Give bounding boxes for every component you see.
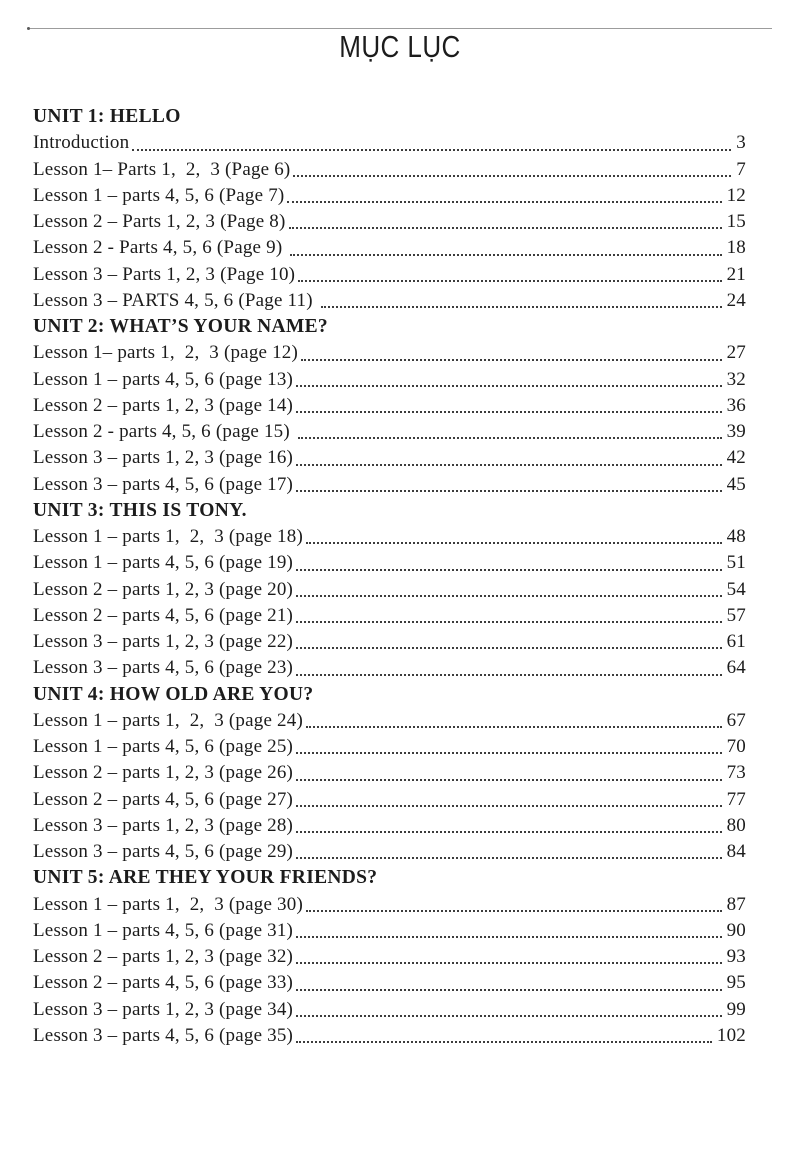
page-number: 12 [726,184,746,206]
toc-entry [33,1023,746,1049]
toc-entry [33,813,746,839]
page-number: 18 [726,237,746,259]
dot-leader [293,603,727,629]
toc-entry-label: Lesson 1 – parts 4, 5, 6 (page 19) [33,552,294,574]
page-number: 7 [736,158,746,180]
page-number: 45 [726,473,746,495]
toc-entry-label: Lesson 3 – parts 1, 2, 3 (page 22) [33,631,294,652]
toc-entry [33,655,746,681]
toc-entry-label: Lesson 2 – parts 1, 2, 3 (page 32) [33,946,294,967]
toc-entry [33,183,746,209]
page-number: 61 [726,631,746,652]
toc-entry [33,918,746,944]
toc-entry-label: Lesson 2 – parts 4, 5, 6 (page 21) [33,604,294,626]
toc-entry-label: Lesson 2 - parts 4, 5, 6 (page 15) [33,421,295,442]
dot-leader [293,1023,717,1049]
toc-entry [33,550,746,576]
page-number: 80 [726,814,746,836]
toc-entry-label: Lesson 1 – parts 4, 5, 6 (page 25) [33,736,294,757]
dot-leader [293,944,727,970]
toc-entry-label: Lesson 3 – parts 4, 5, 6 (page 29) [33,841,294,862]
toc-entry-label: Lesson 2 – Parts 1, 2, 3 (Page 8) [33,211,286,232]
dot-leader [293,997,727,1023]
toc-entry [33,944,746,970]
toc-entry-label: Lesson 3 – Parts 1, 2, 3 (Page 10) [33,263,296,285]
dot-leader [293,813,727,839]
toc-entry [33,577,746,603]
dot-leader [290,157,736,183]
dot-leader [293,577,727,603]
page-number: 73 [726,762,746,784]
toc-entry-label: Lesson 1 – parts 1, 2, 3 (page 18) [33,526,303,547]
toc-entry-label: Lesson 1– Parts 1, 2, 3 (Page 6) [33,158,291,180]
toc-entry [33,288,746,314]
dot-leader [293,472,727,498]
toc-entry [33,708,746,734]
page-title: MỤC LỤC [339,29,461,64]
dot-leader [286,209,727,235]
dot-leader [303,524,727,550]
dot-leader [293,445,727,471]
page-number: 95 [726,972,746,994]
dot-leader [284,183,726,209]
dot-leader [293,629,727,655]
page-number: 42 [726,447,746,469]
toc-entry-label: Lesson 3 – parts 4, 5, 6 (page 23) [33,657,294,679]
toc-entry-label: Lesson 2 – parts 4, 5, 6 (page 33) [33,972,294,994]
toc-entry-label: Lesson 2 – parts 1, 2, 3 (page 26) [33,762,294,784]
unit-header: UNIT 1: HELLO [33,106,181,127]
dot-leader [318,288,727,314]
toc-entry-label: Lesson 3 – PARTS 4, 5, 6 (Page 11) [33,289,318,311]
toc-entry-label: Lesson 1 – parts 1, 2, 3 (page 30) [33,893,303,915]
toc-entry [33,340,746,366]
page-number: 15 [726,211,746,232]
toc-entry [33,839,746,865]
toc-entry [33,209,746,235]
toc-entry-label: Lesson 3 – parts 4, 5, 6 (page 35) [33,1024,294,1046]
toc-entry-label: Lesson 3 – parts 1, 2, 3 (page 34) [33,998,294,1020]
dot-leader [293,550,727,576]
dot-leader [293,970,727,996]
page-number: 64 [726,657,746,679]
toc-entry [33,734,746,760]
toc-entry [33,157,746,183]
toc-entry-label: Lesson 2 - Parts 4, 5, 6 (Page 9) [33,237,288,259]
toc-entry [33,445,746,471]
dot-leader [293,393,727,419]
page-number: 36 [726,394,746,416]
dot-leader [293,655,727,681]
toc-entry [33,262,746,288]
toc-entry-label: Lesson 1 – parts 1, 2, 3 (page 24) [33,709,303,731]
toc-entry-label: Introduction [33,132,130,154]
toc-entry [33,760,746,786]
toc-entry [33,892,746,918]
dot-leader [295,419,727,445]
dot-leader [298,340,727,366]
toc-entry [33,235,746,261]
toc-entry [33,419,746,445]
toc-entry [33,524,746,550]
toc-entry-label: Lesson 1 – parts 4, 5, 6 (page 13) [33,368,294,390]
unit-header: UNIT 5: ARE THEY YOUR FRIENDS? [33,867,378,889]
dot-leader [303,892,727,918]
page-number: 70 [726,736,746,757]
toc-entry-label: Lesson 1 – parts 4, 5, 6 (page 31) [33,919,294,941]
toc-entry-label: Lesson 1 – parts 4, 5, 6 (Page 7) [33,184,285,206]
page-number: 51 [726,552,746,574]
page-number: 39 [726,421,746,442]
toc-entry-label: Lesson 2 – parts 1, 2, 3 (page 14) [33,394,294,416]
dot-leader [293,734,727,760]
dot-leader [293,918,727,944]
dot-leader [295,262,726,288]
unit-header: UNIT 4: HOW OLD ARE YOU? [33,683,314,705]
table-of-contents [33,104,746,1049]
dot-leader [293,367,727,393]
page-number: 77 [726,788,746,810]
rule-end-dot [27,27,30,30]
toc-entry [33,367,746,393]
toc-entry [33,629,746,655]
toc-entry [33,393,746,419]
page-number: 102 [716,1024,746,1046]
toc-entry-label: Lesson 3 – parts 1, 2, 3 (page 28) [33,814,294,836]
page-number: 87 [726,893,746,915]
toc-entry [33,787,746,813]
dot-leader [129,130,736,156]
page-number: 3 [736,132,746,154]
toc-entry-label: Lesson 1– parts 1, 2, 3 (page 12) [33,342,299,364]
page-number: 32 [726,368,746,390]
toc-entry [33,970,746,996]
page-number: 57 [726,604,746,626]
toc-entry-label: Lesson 2 – parts 4, 5, 6 (page 27) [33,788,294,810]
unit-header: UNIT 3: THIS IS TONY. [33,499,247,521]
page-number: 93 [726,946,746,967]
page-number: 27 [726,342,746,364]
page-number: 21 [726,263,746,285]
dot-leader [293,787,727,813]
toc-entry [33,472,746,498]
dot-leader [293,760,727,786]
toc-entry-label: Lesson 3 – parts 1, 2, 3 (page 16) [33,447,294,469]
toc-entry-label: Lesson 2 – parts 1, 2, 3 (page 20) [33,578,294,600]
toc-entry-label: Lesson 3 – parts 4, 5, 6 (page 17) [33,473,294,495]
unit-header: UNIT 2: WHAT’S YOUR NAME? [33,316,328,337]
page-number: 90 [726,919,746,941]
page-number: 84 [726,841,746,862]
toc-entry [33,130,746,156]
page-number: 99 [726,998,746,1020]
page-number: 67 [726,709,746,731]
dot-leader [303,708,727,734]
dot-leader [287,235,726,261]
page-number: 24 [726,289,746,311]
toc-entry [33,997,746,1023]
page-number: 54 [726,578,746,600]
toc-entry [33,603,746,629]
dot-leader [293,839,727,865]
page-number: 48 [726,526,746,547]
